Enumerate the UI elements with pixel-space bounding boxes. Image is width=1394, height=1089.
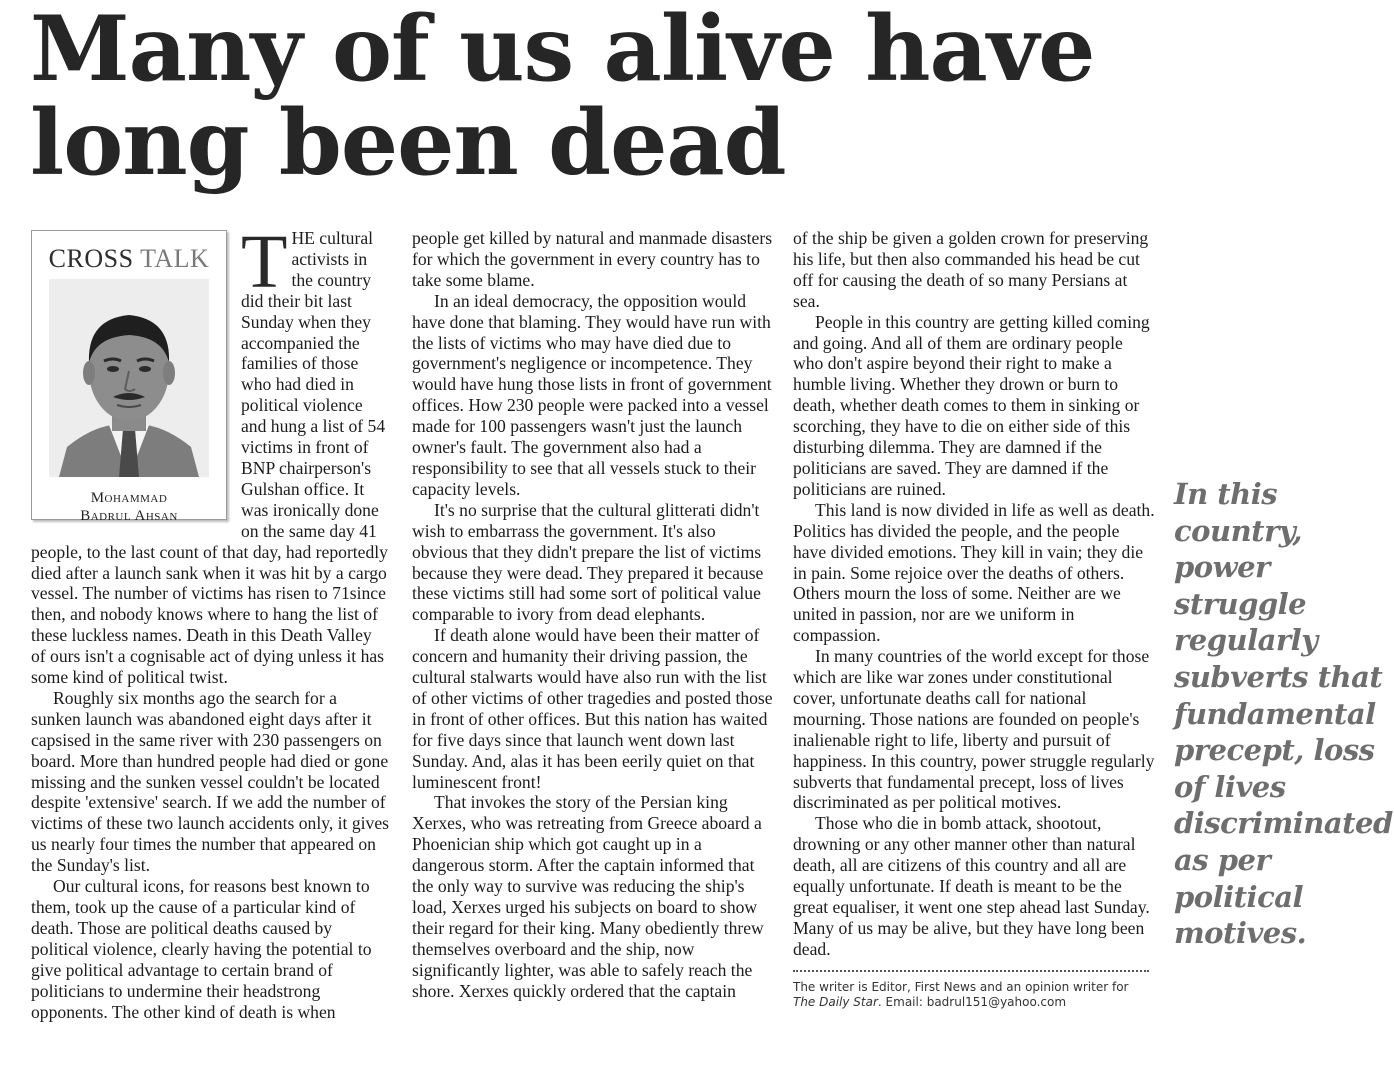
paragraph: It's no surprise that the cultural glitterati didn't wish to embarrass the government. It's also obvious that they didn't prepare the list of victims because they were dead. They prepared it because these victims still had some sort of political value comparable to ivory from dead elephants. [412,499,764,625]
author-email: . Email: badrul151@yahoo.com [877,994,1067,1009]
headline-line-2: long been dead [30,90,786,196]
column-title-word-2: TALK [140,244,210,273]
paragraph: In an ideal democracy, the opposition would have done that blaming. They would have run with the lists of victims who may have died due to government's negligence or incompetence. They would have hung those lists in front of government offices. How 230 people were packed into a vessel made for 100 passengers wasn't just the launch owner's fault. The government also had a responsibility to see that all vessels stuck to their capacity levels. [412,290,772,499]
byline-box [31,230,227,524]
paragraph: people get killed by natural and manmade disasters for which the government in every country has to take some blame. [412,228,773,290]
paragraph: Those who die in bomb attack, shootout, drowning or any other manner other than natural death, all are citizens of this country and all are equally unfortunate. If death is meant to be the great equaliser, it went one step ahead last Sunday. Many of us may be alive, but they have long been dead. [793,813,1150,959]
author-name-line-1: Mohammad [90,490,168,506]
paragraph: People in this country are getting killed coming and going. And all of them are ordinary people who don't aspire beyond their right to make a humble living. Whether they drown or burn to death, whether death comes to them in sinking or scorching, they have to die on either side of this disturbing dilemma. They are damned if the politicians are saved. They are damned if the politicians are ruined. [793,311,1150,499]
newspaper-name: The Daily Star [793,994,878,1009]
column-title [32,245,226,273]
column-1 [31,220,389,1022]
author-note [793,980,1155,1010]
dotted-divider [793,970,1149,972]
column-3 [793,228,1155,1010]
paragraph: This land is now divided in life as well as death. Politics has divided the people, and the people have divided emotions. They kill in vain; they die in pain. Some rejoice over the deaths of others. Others mourn the loss of some. Neither are we united in passion, nor are we uniform in compassion. [793,499,1155,646]
paragraph: of the ship be given a golden crown for preserving his life, but then also commanded his head be cut off for causing the death of so many Persians at sea. [793,228,1149,311]
paragraph: Our cultural icons, for reasons best known to them, took up the cause of a particular kind of death. Those are political deaths caused by political violence, clearly having the potential to give political advantage to certain brand of politicians to undermine their headstrong opponents. The other kind of death is when [31,876,372,1022]
headline [30,0,1150,196]
paragraph: In many countries of the world except for those which are like war zones under constitutional cover, unfortunate deaths call for national mourning. Those nations are founded on people's inalienable right to life, liberty and pursuit of happiness. In this country, power struggle regularly subverts that fundamental precept, loss of lives discriminated as per political motives. [793,646,1155,813]
author-name [32,489,226,525]
author-note-line-1: The writer is Editor, First News and an opinion writer for [793,979,1129,994]
author-note-line-2 [793,995,1155,1010]
headline-line-1: Many of us alive have [30,0,1095,102]
column-2 [412,228,774,1002]
paragraph: If death alone would have been their matter of concern and humanity their driving passion, the cultural stalwarts would have also run with the list of other victims of other tragedies and posted those in front of other offices. But this nation has waited for five days since that launch went down last Sunday. And, alas it has been eerily quiet on that luminescent front! [412,625,773,792]
column-title-word-1: CROSS [48,244,134,273]
author-name-line-2: Badrul Ahsan [80,508,178,524]
drop-cap: T [241,220,288,304]
pull-quote: In this country, power struggle regularly subverts that fundamental precept, loss of lives discriminated as per political motives. [1174,477,1393,951]
paragraph: Roughly six months ago the search for a sunken launch was abandoned eight days after it capsised in the same river with 230 passengers on board. More than hundred people had died or gone missing and the sunken vessel couldn't be located despite 'extensive' search. If we add the number of victims of these two launch accidents only, it gives us nearly four times the number that appeared on the Sunday's list. [31,687,389,876]
author-photo [49,279,209,477]
paragraph: That invokes the story of the Persian king Xerxes, who was retreating from Greece aboard a Phoenician ship which got caught up in a dangerous storm. After the captain informed that the only way to survive was reducing the ship's load, Xerxes urged his subjects on board to show their regard for their king. Many obediently threw themselves overboard and the ship, now significantly lighter, was able to safely reach the shore. Xerxes quickly ordered that the captain [412,792,764,1001]
paragraph-text: HE cultural activists in the country did their bit last Sunday when they accompanied the families of those who had died in political violence and hung a list of 54 victims in front of BNP chairperson's Gulshan office. It was ironically done on the same day 41 people, to the last count of that day, had reportedly died after a launch sank when it was hit by a cargo vessel. The number of victims has risen to 71since then, and nobody knows where to hang the list of these luckless names. Death in this Death Valley of ours isn't a cognisable act of dying unless it has some kind of political twist. [31,228,388,688]
author-portrait-illustration [49,279,209,477]
